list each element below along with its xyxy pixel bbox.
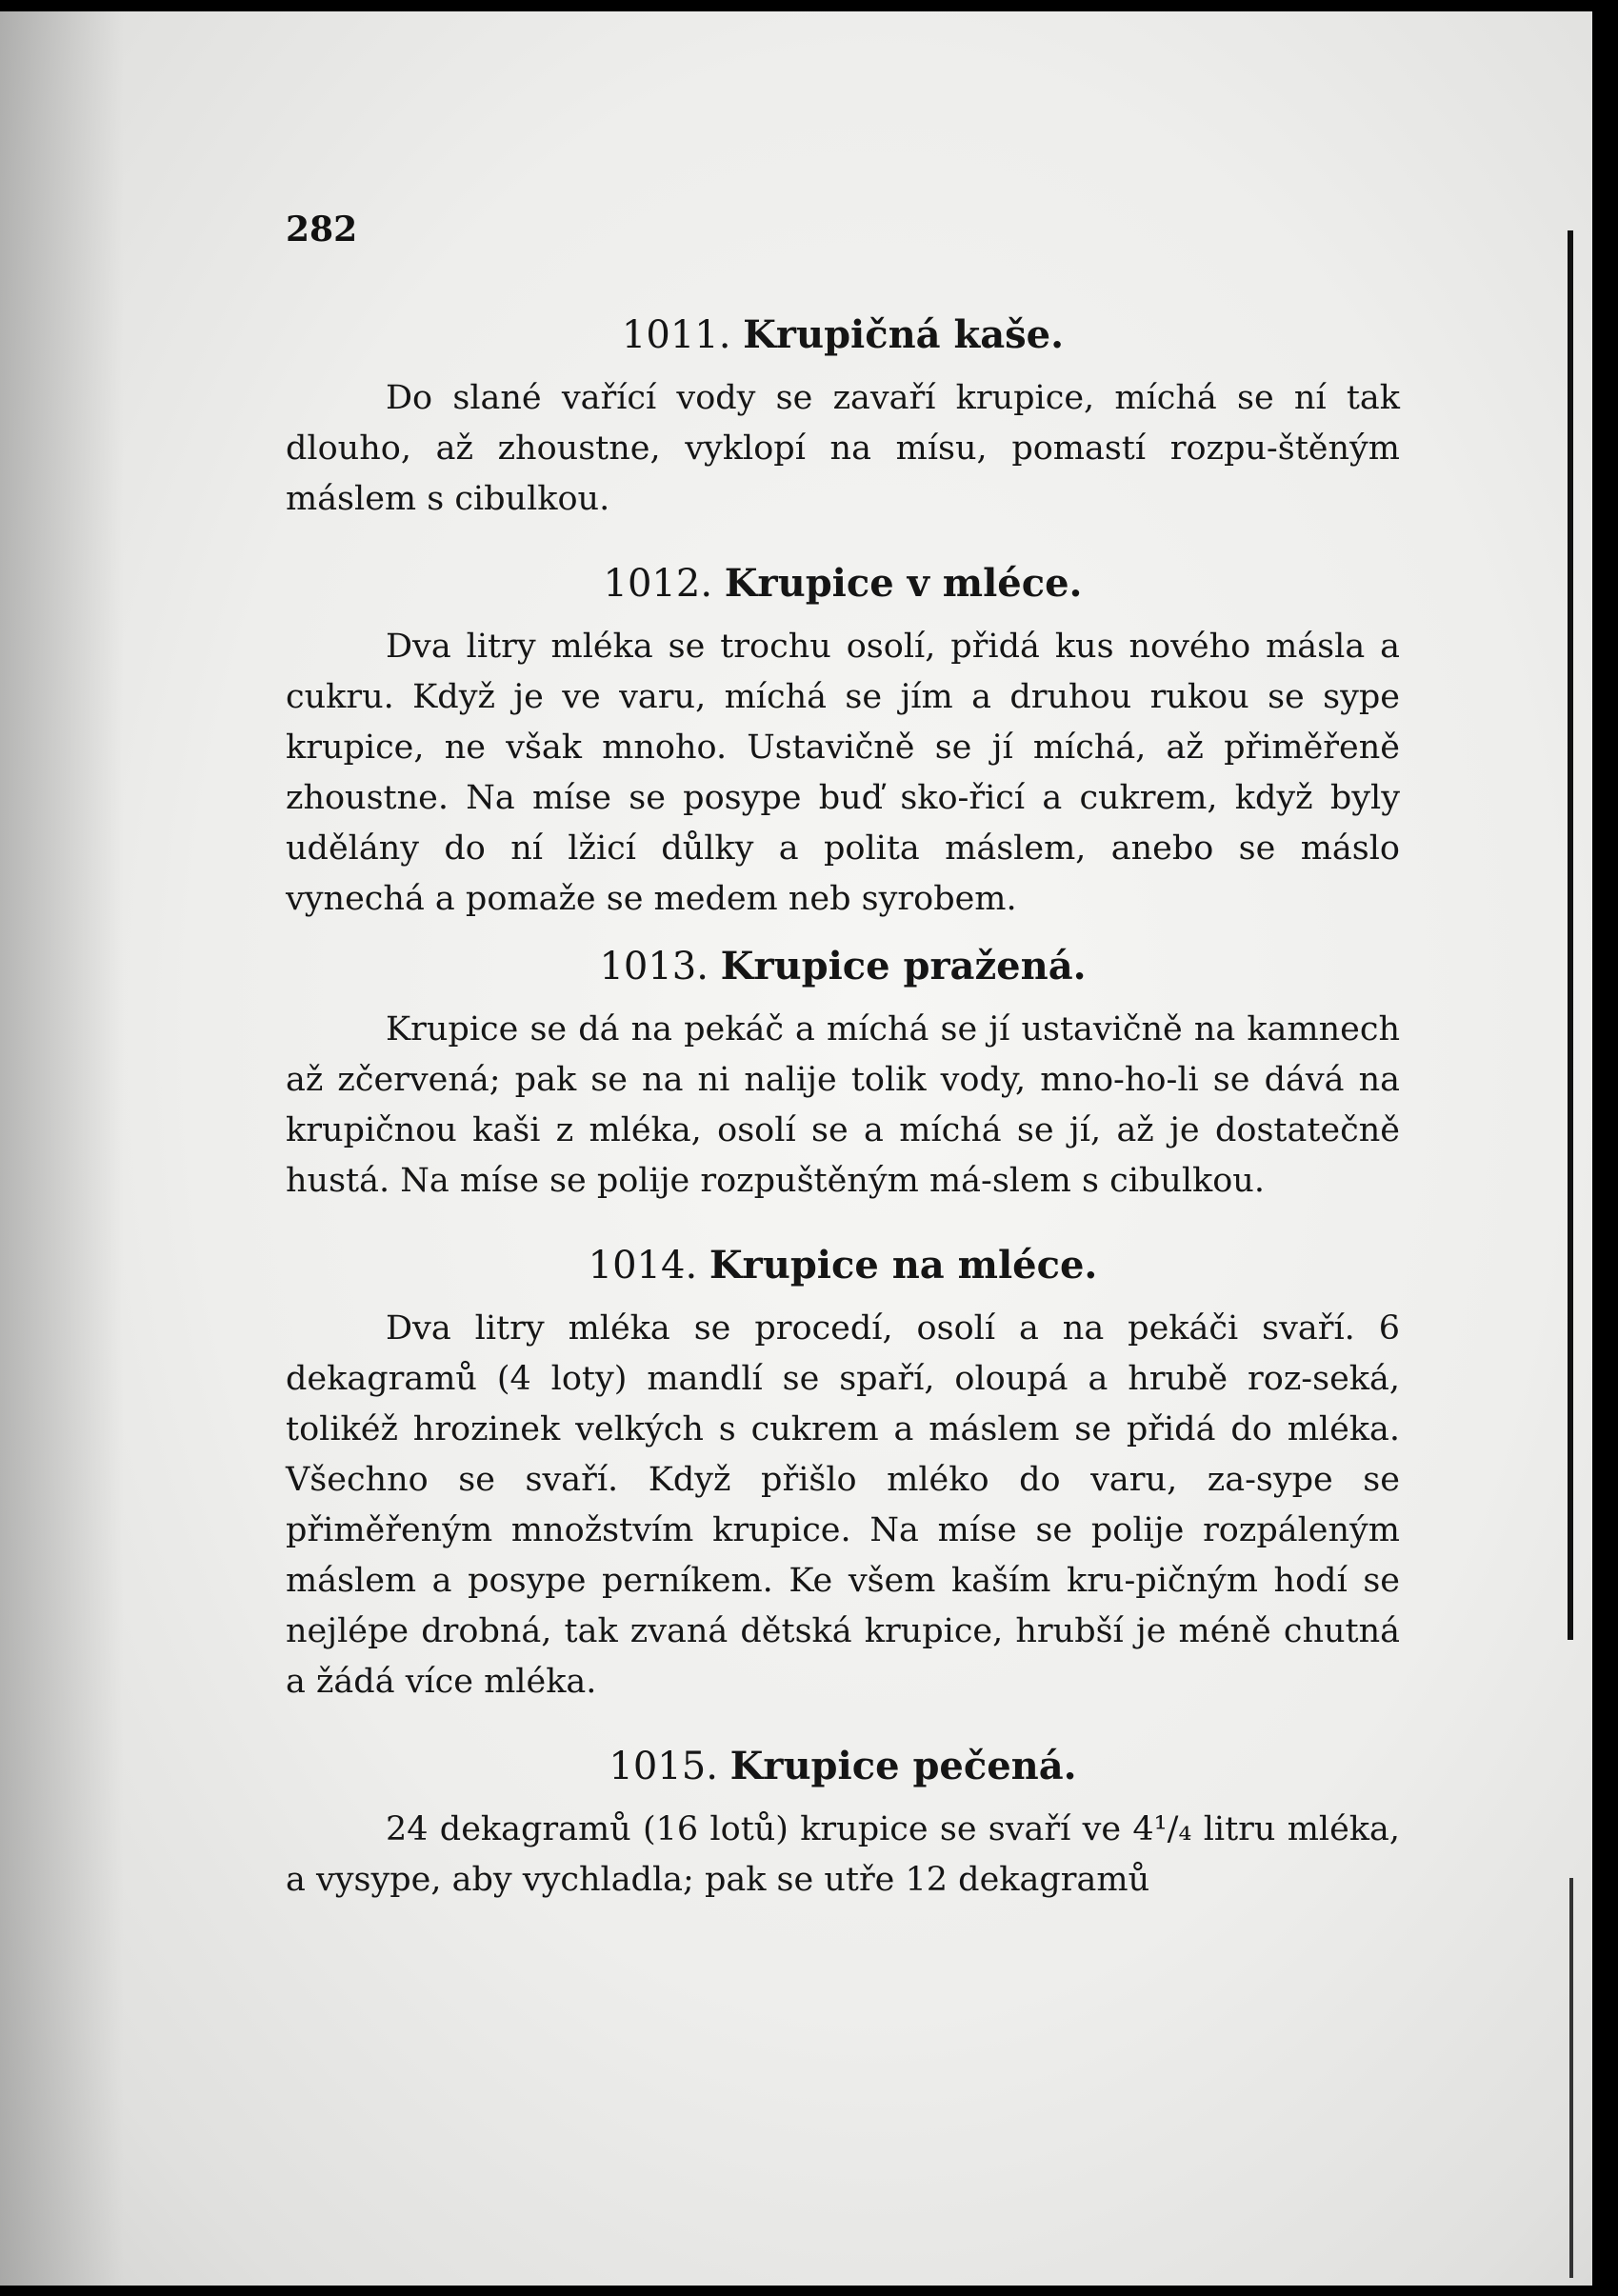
page-number: 282	[286, 210, 358, 250]
book-page	[0, 11, 1592, 2286]
page-edge-shadow-lower	[1569, 1878, 1573, 2278]
recipe-number: 1011.	[621, 313, 731, 357]
page-content	[286, 297, 1400, 1909]
recipe-number: 1013.	[599, 945, 709, 988]
recipe-text: Dva litry mléka se procedí, osolí a na pekáči svaří. 6 dekagramů (4 loty) mandlí se spaří, oloupá a hrubě roz-seká, tolikéž hrozinek velkých s cukrem a máslem se přidá do mléka. Všechno se svaří. Když přišlo mléko do varu, za-sype se přiměřeným množstvím krupice. Na míse se polije rozpáleným máslem a posype perníkem. Ke všem kaším kru-pičným hodí se nejlépe drobná, tak zvaná dětská krupice, hrubší je méně chutná a žádá více mléka.	[286, 1309, 1400, 1701]
recipe-name: Krupice v mléce.	[724, 561, 1083, 606]
recipe-name: Krupice na mléce.	[709, 1243, 1098, 1288]
recipe-title	[286, 1728, 1400, 1805]
recipe-text: Dva litry mléka se trochu osolí, přidá kus nového másla a cukru. Když je ve varu, míchá se jím a druhou rukou se sype krupice, ne však mnoho. Ustavičně se jí míchá, až přiměřeně zhoustne. Na míse se posype buď sko-řicí a cukrem, když byly udělány do ní lžicí důlky a polita máslem, anebo se máslo vynechá a pomaže se medem neb syrobem.	[286, 628, 1400, 918]
page-edge-shadow	[1568, 230, 1573, 1640]
recipe-title	[286, 928, 1400, 1005]
recipe-title	[286, 297, 1400, 373]
recipe-text: Krupice se dá na pekáč a míchá se jí ustavičně na kamnech až zčervená; pak se na ni nalije tolik vody, mno-ho-li se dává na krupičnou kaši z mléka, osolí se a míchá se jí, až je dostatečně hustá. Na míse se polije rozpuštěným má-slem s cibulkou.	[286, 1010, 1400, 1200]
recipe-number: 1012.	[603, 562, 713, 606]
recipe-title	[286, 546, 1400, 622]
recipe-number: 1014.	[588, 1244, 698, 1288]
recipe-name: Krupičná kaše.	[743, 312, 1065, 357]
recipe-text: Do slané vařící vody se zavaří krupice, míchá se ní tak dlouho, až zhoustne, vyklopí na mísu, pomastí rozpu-štěným máslem s cibulkou.	[286, 379, 1400, 518]
recipe-name: Krupice pečená.	[729, 1744, 1077, 1788]
recipe-title	[286, 1228, 1400, 1304]
recipe-text: 24 dekagramů (16 lotů) krupice se svaří ve 4¹/₄ litru mléka, a vysype, aby vychladla; pak se utře 12 dekagramů	[286, 1810, 1400, 1899]
recipe-number: 1015.	[609, 1745, 718, 1788]
recipe-name: Krupice pražená.	[720, 944, 1087, 988]
